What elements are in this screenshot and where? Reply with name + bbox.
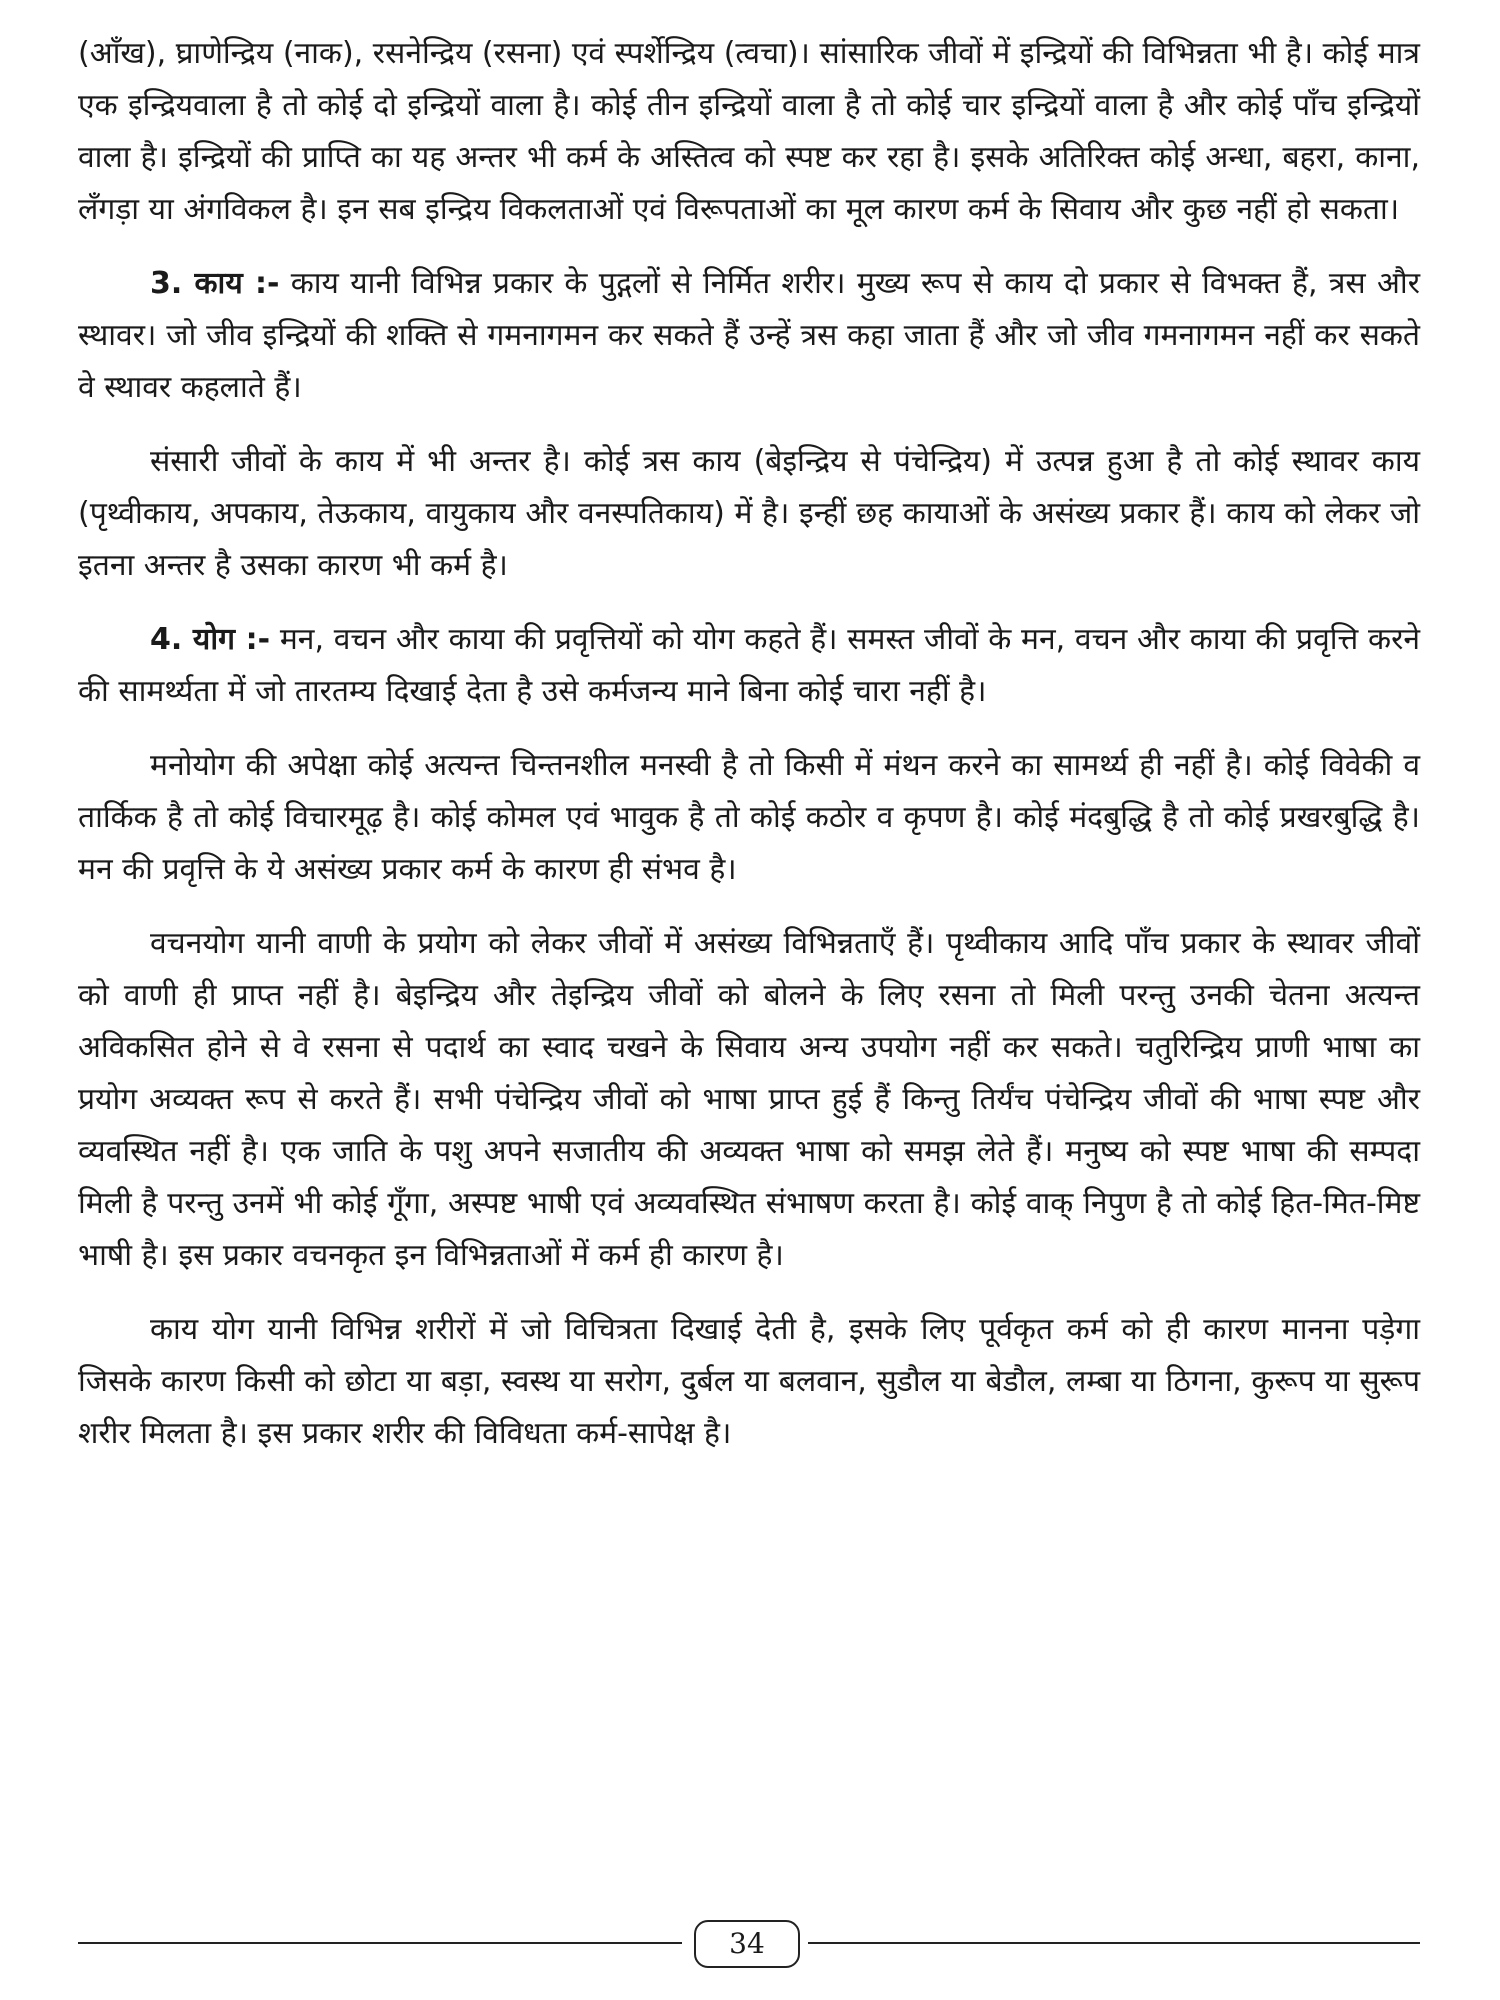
paragraph-kaayyog: काय योग यानी विभिन्न शरीरों में जो विचित्रता दिखाई देती है, इसके लिए पूर्वकृत कर्म को ही कारण मानना पड़ेगा जिसके कारण किसी को छोटा या बड़ा, स्वस्थ या सरोग, दुर्बल या बलवान, सुडौल या बेडौल, लम्बा या ठिगना, कुरूप या सुरूप शरीर मिलता है। इस प्रकार शरीर की विविधता कर्म-सापेक्ष है। — [78, 1312, 1420, 1451]
paragraph-manoyog: मनोयोग की अपेक्षा कोई अत्यन्त चिन्तनशील मनस्वी है तो किसी में मंथन करने का सामर्थ्य ही नहीं है। कोई विवेकी व तार्किक है तो कोई विचारमूढ़ है। कोई कोमल एवं भावुक है तो कोई कठोर व कृपण है। कोई मंदबुद्धि है तो कोई प्रखरबुद्धि है। मन की प्रवृत्ति के ये असंख्य प्रकार कर्म के कारण ही संभव है। — [78, 748, 1420, 887]
paragraph-yog — [78, 614, 1420, 718]
page-number: 34 — [694, 1920, 800, 1968]
section-heading-yog: 4. योग :- — [150, 622, 271, 657]
page-body — [78, 28, 1420, 1888]
footer-rule-left — [78, 1942, 682, 1944]
paragraph-yog-text: मन, वचन और काया की प्रवृत्तियों को योग कहते हैं। समस्त जीवों के मन, वचन और काया की प्रवृत्ति करने की सामर्थ्यता में जो तारतम्य दिखाई देता है उसे कर्मजन्य माने बिना कोई चारा नहीं है। — [78, 622, 1420, 709]
footer-rule-right — [808, 1942, 1420, 1944]
section-heading-kaay: 3. काय :- — [150, 266, 280, 301]
paragraph-vachanyog: वचनयोग यानी वाणी के प्रयोग को लेकर जीवों में असंख्य विभिन्नताएँ हैं। पृथ्वीकाय आदि पाँच प्रकार के स्थावर जीवों को वाणी ही प्राप्त नहीं है। बेइन्द्रिय और तेइन्द्रिय जीवों को बोलने के लिए रसना तो मिली परन्तु उनकी चेतना अत्यन्त अविकसित होने से वे रसना से पदार्थ का स्वाद चखने के सिवाय अन्य उपयोग नहीं कर सकते। चतुरिन्द्रिय प्राणी भाषा का प्रयोग अव्यक्त रूप से करते हैं। सभी पंचेन्द्रिय जीवों को भाषा प्राप्त हुई हैं किन्तु तिर्यंच पंचेन्द्रिय जीवों की भाषा स्पष्ट और व्यवस्थित नहीं है। एक जाति के पशु अपने सजातीय की अव्यक्त भाषा को समझ लेते हैं। मनुष्य को स्पष्ट भाषा की सम्पदा मिली है परन्तु उनमें भी कोई गूँगा, अस्पष्ट भाषी एवं अव्यवस्थित संभाषण करता है। कोई वाक् निपुण है तो कोई हित-मित-मिष्ट भाषी है। इस प्रकार वचनकृत इन विभिन्नताओं में कर्म ही कारण है। — [78, 926, 1420, 1273]
paragraph-kaay-text: काय यानी विभिन्न प्रकार के पुद्गलों से निर्मित शरीर। मुख्य रूप से काय दो प्रकार से विभक्त हैं, त्रस और स्थावर। जो जीव इन्द्रियों की शक्ति से गमनागमन कर सकते हैं उन्हें त्रस कहा जाता हैं और जो जीव गमनागमन नहीं कर सकते वे स्थावर कहलाते हैं। — [78, 266, 1420, 405]
paragraph-kaay — [78, 258, 1420, 414]
paragraph-kaay-difference: संसारी जीवों के काय में भी अन्तर है। कोई त्रस काय (बेइन्द्रिय से पंचेन्द्रिय) में उत्पन्न हुआ है तो कोई स्थावर काय (पृथ्वीकाय, अपकाय, तेऊकाय, वायुकाय और वनस्पतिकाय) में है। इन्हीं छह कायाओं के असंख्य प्रकार हैं। काय को लेकर जो इतना अन्तर है उसका कारण भी कर्म है। — [78, 444, 1420, 583]
page-footer — [78, 1918, 1420, 1968]
paragraph-senses-continued: (आँख), घ्राणेन्द्रिय (नाक), रसनेन्द्रिय (रसना) एवं स्पर्शेन्द्रिय (त्वचा)। सांसारिक जीवों में इन्द्रियों की विभिन्नता भी है। कोई मात्र एक इन्द्रियवाला है तो कोई दो इन्द्रियों वाला है। कोई तीन इन्द्रियों वाला है तो कोई चार इन्द्रियों वाला है और कोई पाँच इन्द्रियों वाला है। इन्द्रियों की प्राप्ति का यह अन्तर भी कर्म के अस्तित्व को स्पष्ट कर रहा है। इसके अतिरिक्त कोई अन्धा, बहरा, काना, लँगड़ा या अंगविकल है। इन सब इन्द्रिय विकलताओं एवं विरूपताओं का मूल कारण कर्म के सिवाय और कुछ नहीं हो सकता। — [78, 36, 1420, 227]
